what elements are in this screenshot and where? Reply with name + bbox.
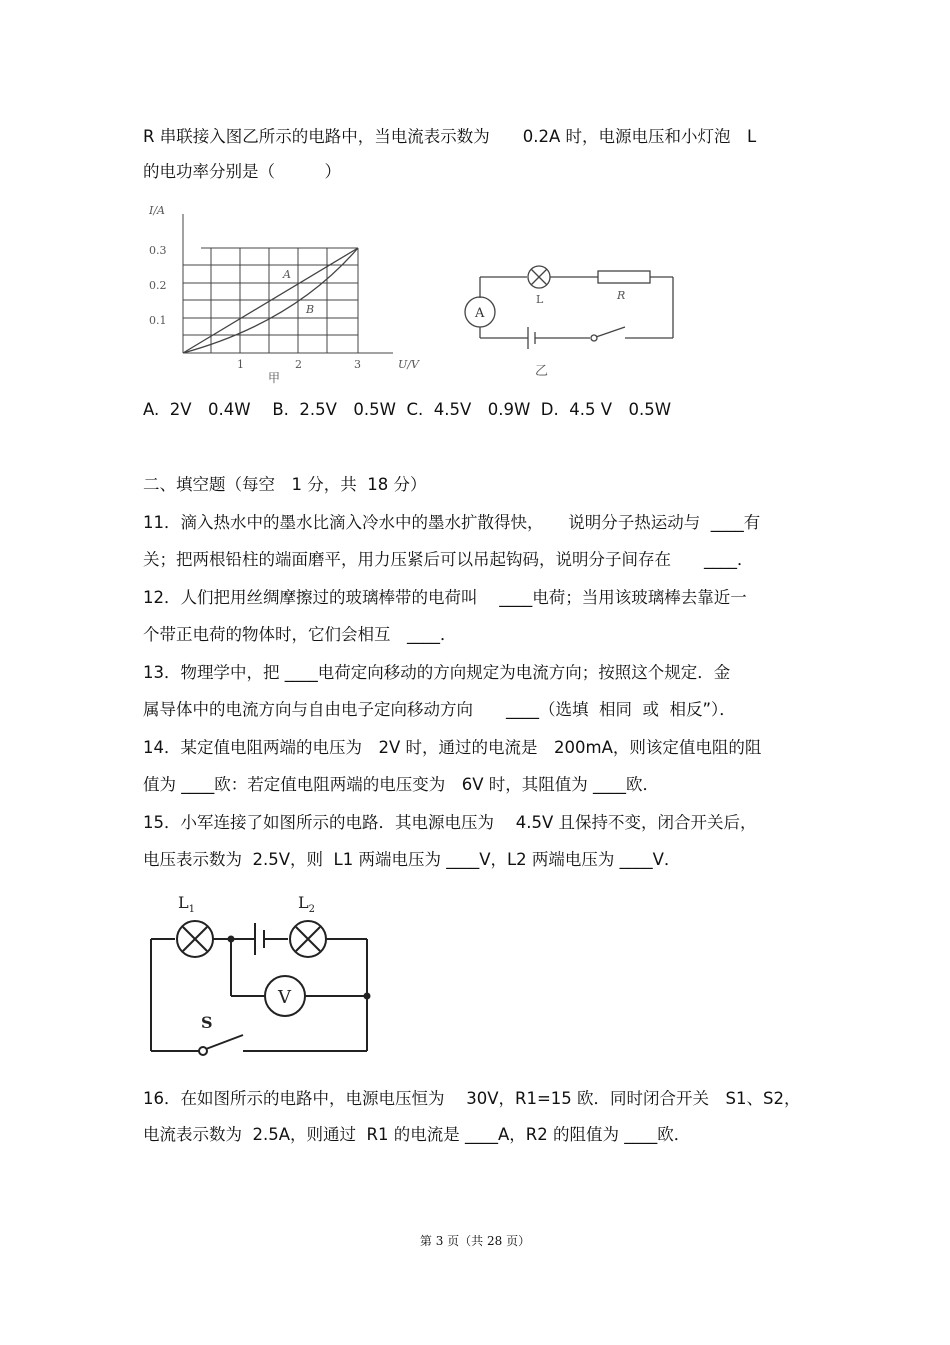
- x-tick-1: 1: [237, 358, 244, 371]
- lamp-label: L: [536, 293, 544, 306]
- y-tick-0-3: 0.3: [149, 244, 167, 257]
- curve-label-a: A: [283, 268, 291, 281]
- question-15-line-2: 电压表示数为 2.5V，则 L1 两端电压为 ____V，L2 两端电压为 ____V．: [143, 850, 681, 869]
- y-tick-0-2: 0.2: [149, 279, 167, 292]
- question-10-options: A. 2V 0.4W B. 2.5V 0.5W C. 4.5V 0.9W D. 4.5 V 0.5W: [143, 400, 672, 419]
- question-15-line-1: 15．小军连接了如图所示的电路．其电源电压为 4.5V 且保持不变，闭合开关后，: [143, 813, 757, 832]
- question-14-line-2: 值为 ____欧：若定值电阻两端的电压变为 6V 时，其阻值为 ____欧．: [143, 775, 660, 794]
- x-tick-2: 2: [295, 358, 302, 371]
- question-10-line-1: R 串联接入图乙所示的电路中，当电流表示数为 0.2A 时，电源电压和小灯泡 L: [143, 127, 757, 146]
- resistor-label: R: [617, 289, 626, 302]
- figure-jia-iu-graph: [143, 198, 443, 388]
- figure-jia-caption: 甲: [268, 371, 281, 385]
- x-tick-3: 3: [354, 358, 361, 371]
- question-16-line-1: 16．在如图所示的电路中，电源电压恒为 30V，R1=15 欧．同时闭合开关 S1、S2，: [143, 1089, 801, 1108]
- resistor-r-symbol: [598, 271, 650, 283]
- question-16-line-2: 电流表示数为 2.5A，则通过 R1 的电流是 ____A，R2 的阻值为 ____欧．: [143, 1125, 691, 1144]
- voltmeter-label: V: [278, 987, 291, 1008]
- lamp-l2-label: $L_2$: [298, 893, 315, 915]
- question-13-line-1: 13．物理学中，把 ____电荷定向移动的方向规定为电流方向；按照这个规定．金: [143, 663, 731, 682]
- question-13-line-2: 属导体中的电流方向与自由电子定向移动方向 ____（选填 相同 或 相反”）．: [143, 700, 736, 719]
- section-2-heading: 二、填空题（每空 1 分，共 18 分）: [143, 475, 427, 494]
- ammeter-label: A: [475, 306, 485, 321]
- question-12-line-2: 个带正电荷的物体时，它们会相互 ____．: [143, 625, 457, 644]
- y-tick-0-1: 0.1: [149, 314, 167, 327]
- curve-label-b: B: [306, 303, 315, 316]
- figure-yi-circuit: [455, 265, 690, 385]
- figure-q15-circuit: [143, 883, 383, 1063]
- switch-label: S: [201, 1013, 213, 1032]
- page-number-footer: 第 3 页（共 28 页）: [419, 1234, 531, 1248]
- lamp-l1-label: $L_1$: [178, 893, 195, 915]
- x-axis-label: U/V: [398, 358, 419, 371]
- question-11-line-2: 关；把两根铅柱的端面磨平，用力压紧后可以吊起钩码，说明分子间存在 ____．: [143, 550, 754, 569]
- question-14-line-1: 14．某定值电阻两端的电压为 2V 时，通过的电流是 200mA，则该定值电阻的阻: [143, 738, 762, 757]
- figure-yi-caption: 乙: [535, 364, 549, 379]
- question-12-line-1: 12．人们把用丝绸摩擦过的玻璃棒带的电荷叫 ____电荷；当用该玻璃棒去靠近一: [143, 588, 747, 607]
- question-11-line-1: 11．滴入热水中的墨水比滴入冷水中的墨水扩散得快， 说明分子热运动与 ____有: [143, 513, 761, 532]
- question-10-line-2: 的电功率分别是（ ）: [143, 162, 341, 181]
- y-axis-label: I/A: [149, 204, 165, 217]
